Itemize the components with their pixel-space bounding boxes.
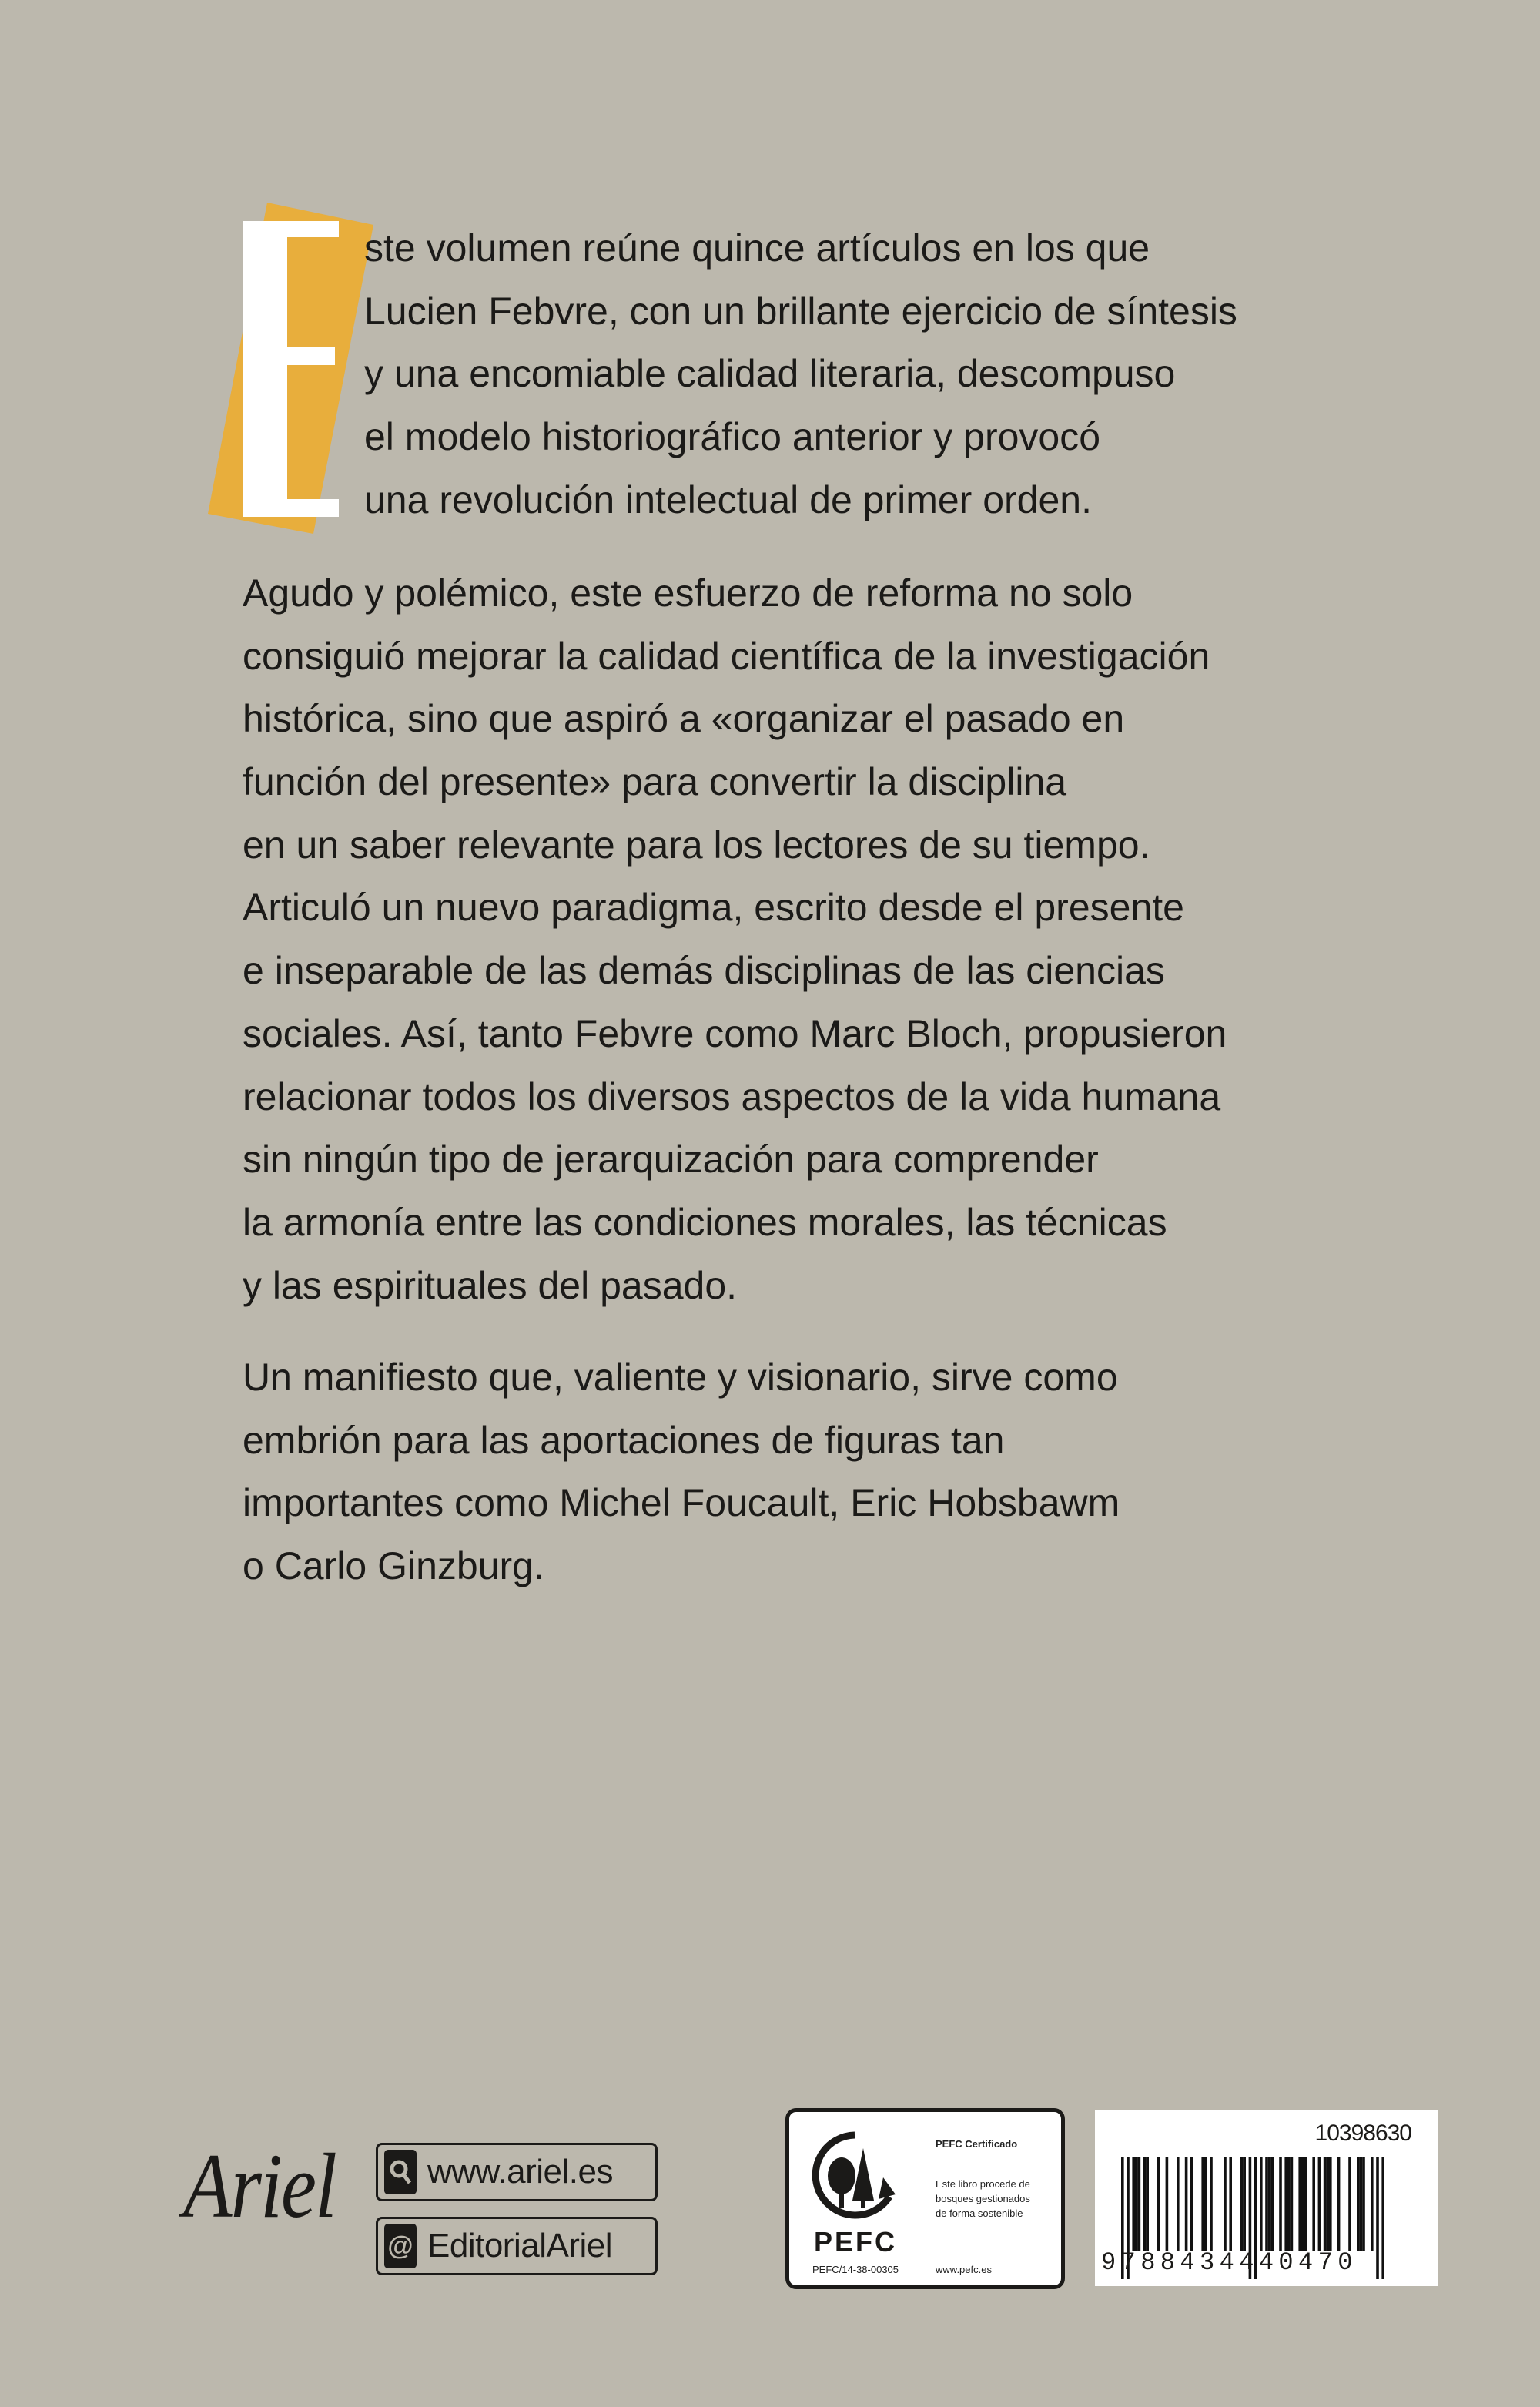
text-line: función del presente» para convertir la disciplina (243, 760, 1067, 804)
pefc-body-2: bosques gestionados (936, 2193, 1030, 2204)
barcode-bar (1381, 2157, 1384, 2279)
text-line: consiguió mejorar la calidad científica de la investigación (243, 634, 1210, 678)
barcode-bar (1304, 2157, 1307, 2251)
barcode-bar (1224, 2157, 1227, 2251)
barcode-bar (1360, 2157, 1363, 2251)
barcode-bar (1177, 2157, 1180, 2251)
barcode-bar (1376, 2157, 1379, 2279)
barcode-bar (1270, 2157, 1274, 2251)
intro-paragraph (364, 217, 1237, 531)
barcode-bar (1298, 2157, 1301, 2251)
social-handle-link[interactable] (376, 2217, 658, 2275)
barcode-bar (1268, 2157, 1271, 2251)
barcode-digits: 9788434440470 (1101, 2248, 1358, 2277)
barcode-bar (1362, 2157, 1365, 2251)
barcode-bar (1260, 2157, 1263, 2251)
text-line: en un saber relevante para los lectores de su tiempo. (243, 823, 1150, 867)
isbn-barcode (1095, 2110, 1438, 2286)
pefc-url: www.pefc.es (936, 2264, 992, 2275)
text-line: Agudo y polémico, este esfuerzo de reforma no solo (243, 572, 1133, 615)
text-line: ste volumen reúne quince artículos en los que (364, 226, 1150, 270)
closing-paragraph (243, 1346, 1120, 1598)
at-icon: @ (384, 2224, 417, 2268)
barcode-bar (1284, 2157, 1287, 2251)
barcode-bar (1312, 2157, 1315, 2251)
barcode-bar (1243, 2157, 1246, 2251)
barcode-bar (1146, 2157, 1149, 2251)
barcode-bar (1138, 2157, 1141, 2251)
barcode-reference-number: 10398630 (1314, 2120, 1411, 2146)
text-line: Un manifiesto que, valiente y visionario, sirve como (243, 1356, 1118, 1399)
body-paragraph (243, 562, 1227, 1317)
text-line: la armonía entre las condiciones morales, las técnicas (243, 1200, 1167, 1244)
barcode-bar (1166, 2157, 1169, 2251)
barcode-bar (1201, 2157, 1204, 2251)
barcode-bar (1348, 2157, 1351, 2251)
text-line: Articuló un nuevo paradigma, escrito desde el presente (243, 886, 1184, 930)
text-line: embrión para las aportaciones de figuras tan (243, 1418, 1005, 1462)
text-line: y las espirituales del pasado. (243, 1263, 738, 1307)
ariel-logo: Ariel (183, 2135, 336, 2238)
barcode-bar (1135, 2157, 1138, 2251)
search-icon (384, 2150, 417, 2194)
barcode-bar (1190, 2157, 1194, 2251)
text-line: el modelo historiográfico anterior y provocó (364, 415, 1101, 459)
barcode-bar (1157, 2157, 1160, 2251)
pefc-code: PEFC/14-38-00305 (812, 2264, 899, 2275)
barcode-bar (1204, 2157, 1207, 2251)
pefc-certification-label (785, 2108, 1065, 2289)
website-link[interactable] (376, 2143, 658, 2201)
text-line: o Carlo Ginzburg. (243, 1544, 544, 1588)
barcode-bar (1301, 2157, 1304, 2251)
text-line: y una encomiable calidad literaria, descompuso (364, 352, 1176, 396)
pefc-title: PEFC Certificado (936, 2138, 1018, 2150)
barcode-bar (1132, 2157, 1135, 2251)
text-line: sin ningún tipo de jerarquización para comprender (243, 1138, 1099, 1182)
website-text: www.ariel.es (427, 2153, 613, 2191)
pefc-logo-text: PEFC (814, 2226, 898, 2258)
text-line: una revolución intelectual de primer orden. (364, 478, 1092, 521)
barcode-bar (1329, 2157, 1332, 2251)
text-line: Lucien Febvre, con un brillante ejercicio de síntesis (364, 289, 1237, 333)
barcode-bar (1143, 2157, 1147, 2251)
barcode-bar (1337, 2157, 1341, 2251)
barcode-bar (1185, 2157, 1188, 2251)
barcode-bar (1357, 2157, 1360, 2251)
text-line: sociales. Así, tanto Febvre como Marc Bloch, propusieron (243, 1011, 1227, 1055)
text-line: e inseparable de las demás disciplinas de las ciencias (243, 949, 1165, 993)
barcode-bar (1326, 2157, 1329, 2251)
text-line: relacionar todos los diversos aspectos de la vida humana (243, 1074, 1221, 1118)
barcode-bar (1371, 2157, 1374, 2251)
barcode-bar (1287, 2157, 1291, 2251)
text-line: histórica, sino que aspiró a «organizar el pasado en (243, 697, 1125, 741)
barcode-bar (1265, 2157, 1268, 2251)
barcode-bar (1229, 2157, 1232, 2251)
barcode-bar (1279, 2157, 1282, 2251)
barcode-bar (1291, 2157, 1294, 2251)
drop-cap-accent-shape (208, 203, 373, 534)
text-line: importantes como Michel Foucault, Eric Hobsbawm (243, 1481, 1120, 1525)
social-handle-text: EditorialAriel (427, 2227, 612, 2265)
pefc-body-3: de forma sostenible (936, 2208, 1023, 2219)
barcode-bar (1210, 2157, 1213, 2251)
barcode-bar (1240, 2157, 1244, 2251)
pefc-body-1: Este libro procede de (936, 2178, 1030, 2190)
barcode-bar (1324, 2157, 1327, 2251)
pefc-tree-icon (812, 2131, 897, 2224)
barcode-bar (1318, 2157, 1321, 2251)
